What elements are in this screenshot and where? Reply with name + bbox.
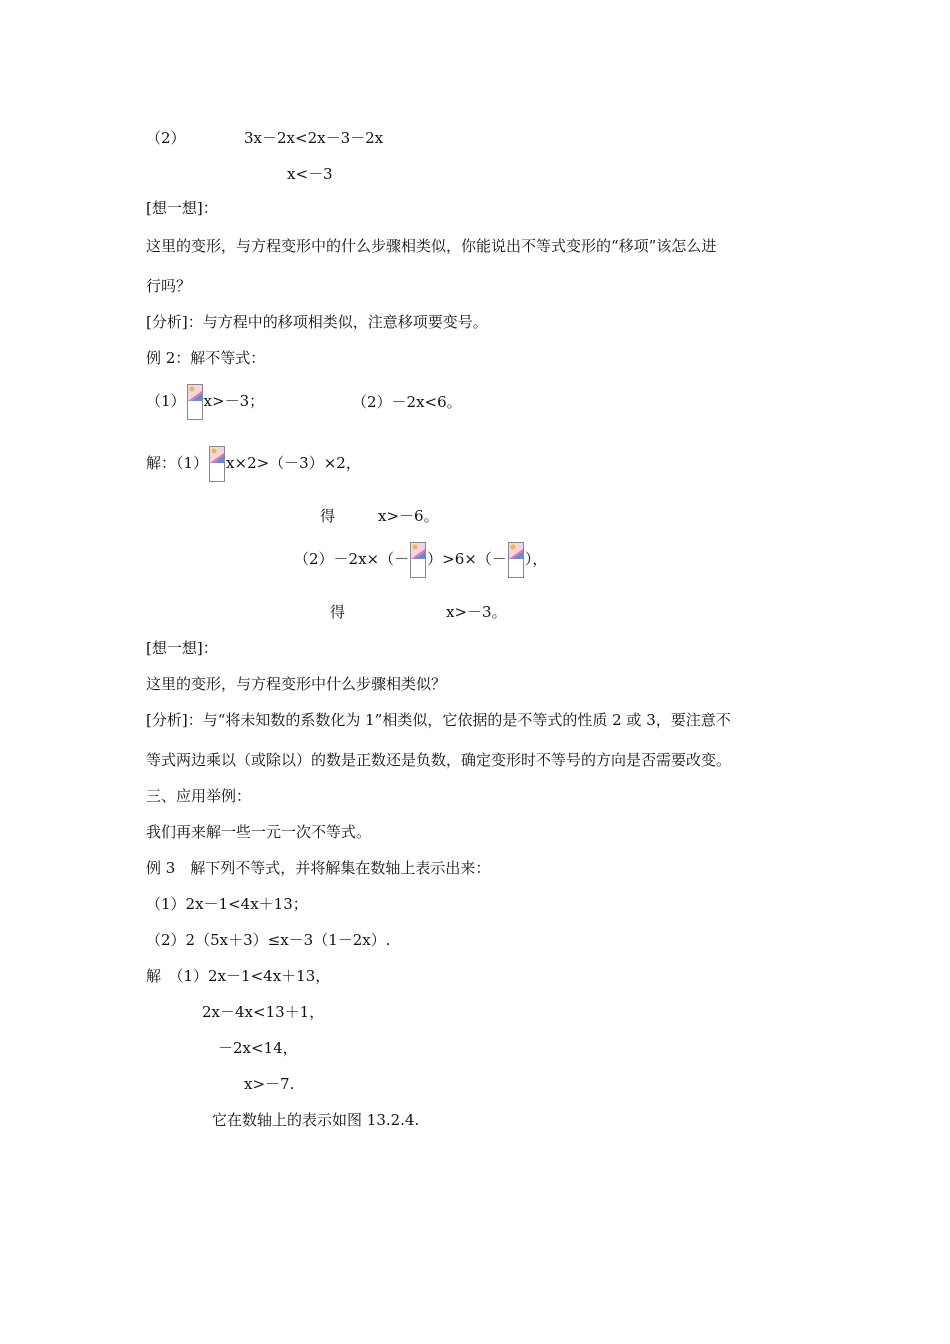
fraction-image-icon bbox=[187, 384, 203, 420]
solution-2-part-2 bbox=[294, 542, 547, 582]
get-result-1: x>－6。 bbox=[378, 507, 439, 525]
solution-3-figure-ref: 它在数轴上的表示如图 13.2.4. bbox=[212, 1111, 420, 1129]
fraction-image-icon bbox=[508, 542, 524, 578]
analysis-2a: [分析]：与“将未知数的系数化为 1”相类似，它依据的是不等式的性质 2 或 3，要注意不 bbox=[146, 711, 731, 729]
analysis-1: [分析]：与方程中的移项相类似，注意移项要变号。 bbox=[146, 313, 488, 331]
get-label-2: 得 bbox=[330, 603, 346, 621]
think-heading-2: [想一想]： bbox=[146, 639, 218, 657]
example-3-heading: 例 3 解下列不等式，并将解集在数轴上表示出来： bbox=[146, 859, 491, 877]
solution-expr: x×2>（－3）×2， bbox=[226, 454, 361, 472]
solution-label: 解：（1） bbox=[146, 454, 209, 472]
example-2-problem-2: （2）－2x<6。 bbox=[352, 393, 462, 411]
problem-1-expr: x>－3； bbox=[203, 392, 265, 410]
fraction-image-icon bbox=[410, 542, 426, 578]
example-2-heading: 例 2：解不等式： bbox=[146, 349, 266, 367]
solution-2-expr-b: ）>6×（－ bbox=[427, 550, 507, 568]
example-2-problem-1 bbox=[146, 384, 264, 424]
equation-step-2: x<－3 bbox=[287, 165, 333, 183]
fraction-image-icon bbox=[209, 446, 225, 482]
problem-1-label: （1） bbox=[146, 392, 186, 410]
think-heading-1: [想一想]： bbox=[146, 199, 218, 217]
section-3-intro: 我们再来解一些一元一次不等式。 bbox=[146, 823, 372, 841]
section-3-heading: 三、应用举例： bbox=[146, 787, 252, 805]
solution-3-step-2: 2x－4x<13＋1， bbox=[202, 1003, 325, 1021]
think-question-2: 这里的变形，与方程变形中什么步骤相类似？ bbox=[146, 675, 447, 693]
solution-2-expr-c: ）， bbox=[524, 550, 548, 568]
line-num-2: （2） bbox=[146, 129, 186, 147]
example-3-problem-1: （1）2x－1<4x＋13； bbox=[146, 895, 308, 913]
equation-step-1: 3x－2x<2x－3－2x bbox=[244, 129, 384, 147]
think-question-1b: 行吗？ bbox=[146, 277, 192, 295]
solution-3-step-1: 解 （1）2x－1<4x＋13， bbox=[146, 967, 331, 985]
solution-3-step-4: x>－7. bbox=[244, 1075, 295, 1093]
analysis-2b: 等式两边乘以（或除以）的数是正数还是负数，确定变形时不等号的方向是否需要改变。 bbox=[146, 751, 732, 769]
solution-3-step-3: －2x<14， bbox=[218, 1039, 298, 1057]
think-question-1a: 这里的变形，与方程变形中的什么步骤相类似，你能说出不等式变形的“移项”该怎么进 bbox=[146, 237, 717, 255]
get-result-2: x>－3。 bbox=[446, 603, 507, 621]
example-3-problem-2: （2）2（5x＋3）≤x－3（1－2x）. bbox=[146, 931, 391, 949]
solution-2-expr-a: （2）－2x×（－ bbox=[294, 550, 410, 568]
solution-2-part-1 bbox=[146, 446, 361, 486]
get-label-1: 得 bbox=[320, 507, 336, 525]
